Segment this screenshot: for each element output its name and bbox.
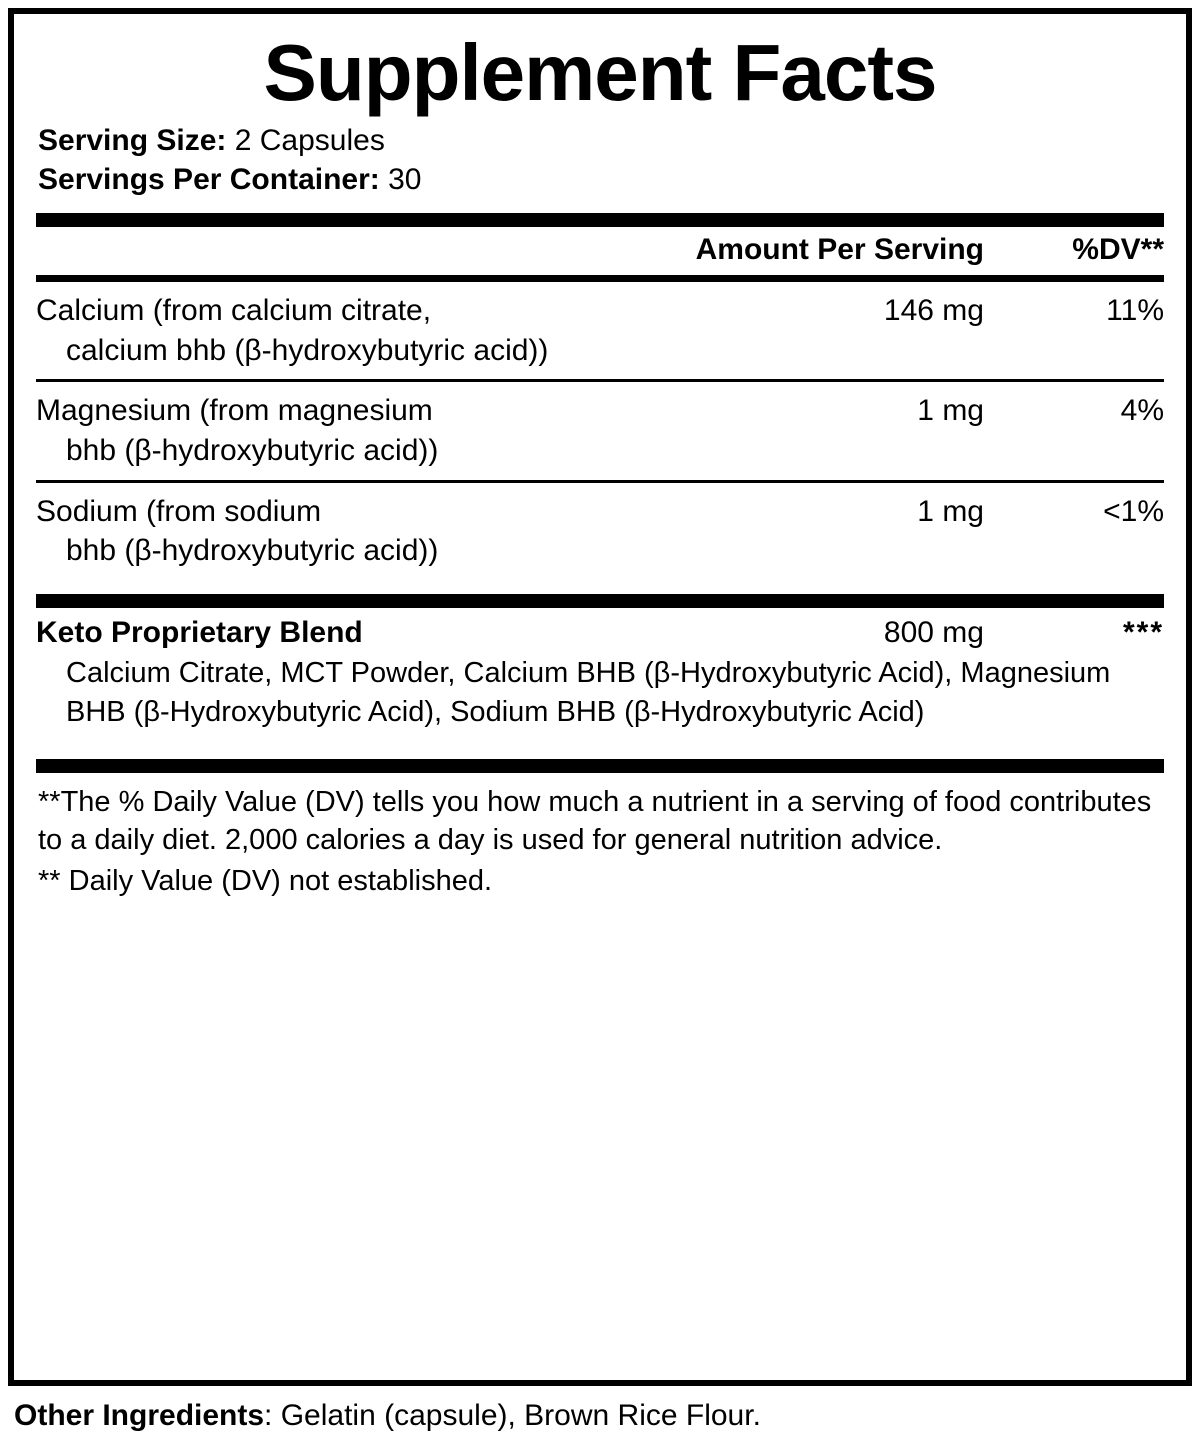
serving-size-line <box>38 122 1164 160</box>
blend-name: Keto Proprietary Blend <box>36 615 363 649</box>
table-row <box>36 382 1164 479</box>
nutrient-name-line2: bhb (β-hydroxybutyric acid)) <box>66 433 439 467</box>
proprietary-blend-row <box>36 608 1164 650</box>
footnote-not-established: ** Daily Value (DV) not established. <box>38 864 493 897</box>
nutrient-dv: 4% <box>1120 394 1164 428</box>
divider-above-blend <box>36 594 1164 608</box>
nutrient-name <box>36 492 784 571</box>
nutrient-amount: 1 mg <box>917 494 984 528</box>
nutrient-name-line2: calcium bhb (β-hydroxybutyric acid)) <box>66 333 549 367</box>
other-ingredients-label: Other Ingredients <box>14 1399 265 1432</box>
divider-thick-top <box>36 213 1164 227</box>
nutrient-amount: 1 mg <box>917 394 984 428</box>
nutrient-name-line1: Sodium (from sodium <box>36 494 322 528</box>
servings-per-container-line <box>38 161 1164 199</box>
footnote-daily-value: **The % Daily Value (DV) tells you how much a nutrient in a serving of food contributes to a daily diet. 2,000 calories a day is used for general nutrition advice. <box>38 785 1152 857</box>
nutrient-name <box>36 291 784 370</box>
supplement-facts-panel <box>8 8 1192 1386</box>
blend-amount: 800 mg <box>883 615 984 649</box>
blend-description: Calcium Citrate, MCT Powder, Calcium BHB (β-Hydroxybutyric Acid), Magnesium BHB (β-Hydroxybutyric Acid), Sodium BHB (β-Hydroxybutyric Acid) <box>66 656 1111 729</box>
nutrient-name-line1: Calcium (from calcium citrate, <box>36 294 432 328</box>
column-header-amount: Amount Per Serving <box>695 233 984 267</box>
column-header-dv: %DV** <box>1072 233 1164 267</box>
page-title: Supplement Facts <box>263 28 937 117</box>
footnotes <box>36 773 1164 901</box>
serving-size-label: Serving Size: <box>38 124 227 158</box>
table-row <box>36 483 1164 580</box>
servings-per-container-label: Servings Per Container: <box>38 162 380 196</box>
nutrient-dv: 11% <box>1106 294 1164 328</box>
nutrient-dv: <1% <box>1103 494 1164 528</box>
divider-under-header <box>36 275 1164 282</box>
blend-dv: *** <box>1122 615 1164 649</box>
servings-per-container-value: 30 <box>388 162 422 196</box>
other-ingredients <box>14 1398 1194 1434</box>
nutrient-name <box>36 391 784 470</box>
nutrient-name-line1: Magnesium (from magnesium <box>36 394 433 428</box>
table-header <box>36 227 1164 275</box>
serving-size-value: 2 Capsules <box>234 124 385 158</box>
nutrient-amount: 146 mg <box>883 294 984 328</box>
divider-below-blend <box>36 759 1164 773</box>
table-row <box>36 282 1164 379</box>
nutrient-name-line2: bhb (β-hydroxybutyric acid)) <box>66 534 439 568</box>
other-ingredients-value: : Gelatin (capsule), Brown Rice Flour. <box>264 1399 761 1432</box>
